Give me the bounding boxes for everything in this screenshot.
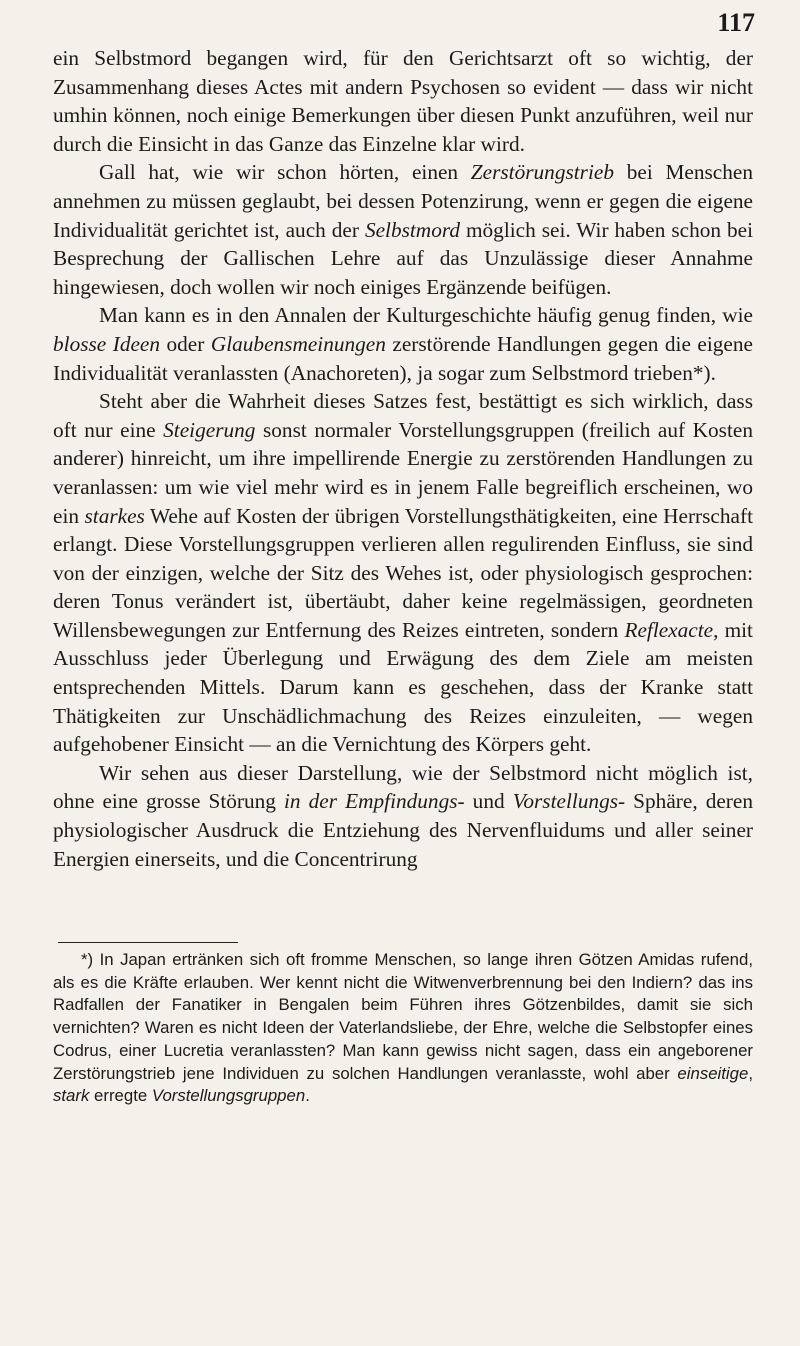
emphasized-text: einseitige [677,1063,749,1083]
text-run: möglich sei. Wir haben schon bei Besprechung der Gallischen Lehre auf das Unzulässige dieser Annahme hingewiesen, doch wollen wir noch einiges Ergänzende beifügen. [53,217,754,299]
paragraph [53,158,753,301]
footnote [53,949,753,1108]
emphasized-text: stark [53,1086,90,1106]
text-run: Wir sehen aus dieser Darstellung, wie der Selbstmord nicht möglich ist, ohne eine grosse Störung [53,760,753,814]
emphasized-text: Zerstörungstrieb [470,160,614,185]
text-run: . [305,1086,310,1106]
text-run: Man kann es in den Annalen der Kulturgeschichte häufig genug finden, wie [99,303,753,328]
emphasized-text: Vorstellungsgruppen [151,1086,306,1106]
text-run: Steht aber die Wahrheit dieses Satzes fest, bestättigt es sich wirklich, dass oft nur eine [53,389,753,442]
emphasized-text: in der Empfindungs- [284,789,465,814]
emphasized-text: blosse Ideen [53,331,161,356]
text-run: sonst normaler Vorstellungsgruppen (freilich auf Kosten anderer) hinreicht, um ihre impellirende Energie zu zerstörenden Handlungen zu veranlassen: um wie viel mehr wird es in jenem Falle begreiflich erscheinen, wo ein [53,417,753,528]
emphasized-text: Vorstellungs- [512,789,626,814]
paragraph [53,387,753,759]
body-text [53,44,753,873]
emphasized-text: Glaubensmeinungen [210,331,386,356]
emphasized-text: Steigerung [163,417,256,442]
emphasized-text: starkes [84,503,145,528]
text-run: , mit Ausschluss jeder Überlegung und Erwägung des dem Ziele am meisten entsprechenden Mittels. Darum kann es geschehen, dass der Kranke statt Thätigkeiten zur Unschädlichmachung des Reizes einzuleiten, — wegen aufgehobener Einsicht — an die Vernichtung des Körpers geht. [53,617,753,757]
text-run: und [464,789,513,814]
text-run: zerstörende Handlungen gegen die eigene Individualität veranlassten (Anachoreten), ja sogar zum Selbstmord trieben*). [53,331,753,385]
text-run: Gall hat, wie wir schon hörten, einen [99,160,471,185]
text-run: ein Selbstmord begangen wird, für den Gerichtsarzt oft so wichtig, der Zusammenhang dieses Actes mit andern Psychosen so evident — dass wir nicht umhin können, noch einige Bemerkungen über diesen Punkt anzuführen, weil nur durch die Einsicht in das Ganze das Einzelne klar wird. [53,46,753,156]
paragraph [53,301,753,387]
page-number: 117 [717,8,755,37]
paragraph [53,759,753,873]
emphasized-text: Reflexacte [624,617,714,642]
text-run: *) In Japan ertränken sich oft fromme Menschen, so lange ihren Götzen Amidas rufend, als es die Kräfte erlauben. Wer kennt nicht die Witwenverbrennung bei den Indiern? das ins Radfallen der Fanatiker in Bengalen beim Führen ihres Götzenbildes, damit sie sich vernichten? Waren es nicht Ideen der Vaterlandsliebe, der Ehre, welche die Selbstopfer eines Codrus, einer Lucretia veranlassten? Man kann gewiss nicht sagen, dass ein angeborener Zerstörungstrieb jene Individuen zu solchen Handlungen veranlasste, wohl aber [53,950,753,1083]
text-run: bei Menschen annehmen zu müssen geglaubt, bei dessen Potenzirung, wenn er gegen die eigene Individualität gerichtet ist, auch der [53,160,753,242]
text-run: Wehe auf Kosten der übrigen Vorstellungsthätigkeiten, eine Herrschaft erlangt. Diese Vorstellungsgruppen verlieren allen regulirenden Einfluss, sie sind von der einzigen, welche der Sitz des Wehes ist, oder physiologisch gesprochen: deren Tonus verändert ist, übertäubt, daher keine regelmässigen, geordneten Willensbewegungen zur Entfernung des Reizes eintreten, sondern [53,503,753,642]
emphasized-text: Selbstmord [364,217,460,242]
text-run: oder [160,331,211,356]
text-run: erregte [89,1086,152,1106]
text-run: , [748,1063,753,1083]
paragraph [53,44,753,158]
footnote-divider [58,942,238,943]
text-run: Sphäre, deren physiologischer Ausdruck die Entziehung des Nervenfluidums und aller seiner Energien einerseits, und die Concentrirung [53,789,754,871]
